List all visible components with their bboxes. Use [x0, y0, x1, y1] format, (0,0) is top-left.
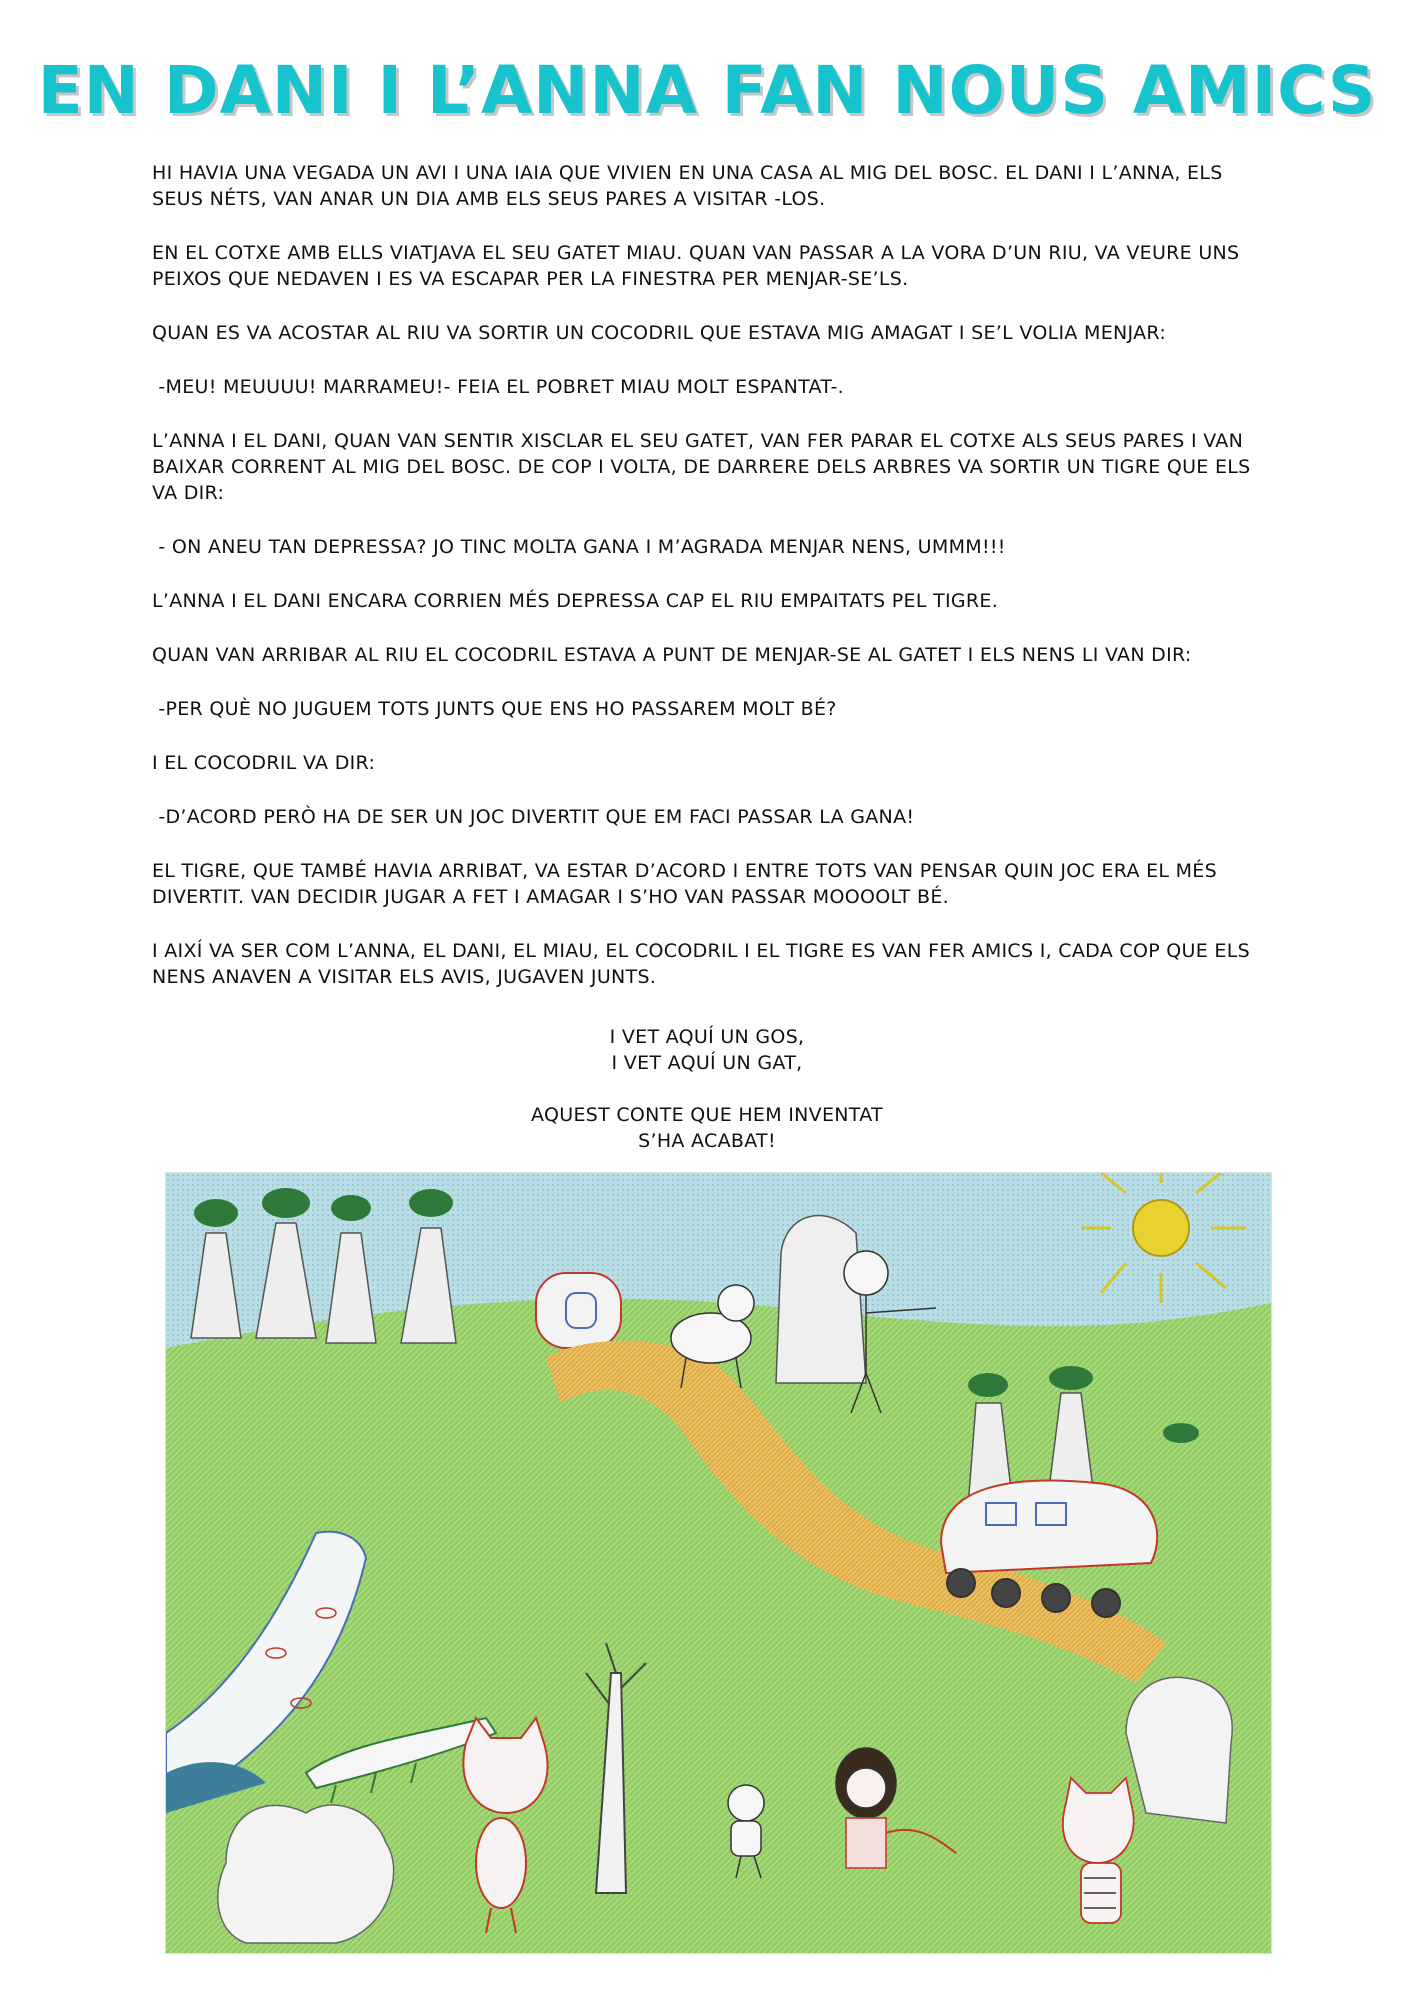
- story-paragraph: -MEU! MEUUUU! MARRAMEU!- FEIA EL POBRET MIAU MOLT ESPANTAT-.: [152, 376, 845, 398]
- ending-line: I VET AQUÍ UN GAT,: [611, 1052, 803, 1074]
- ending-verse-1: [0, 1024, 1414, 1076]
- page-title: EN DANI I L’ANNA FAN NOUS AMICS: [37, 52, 1377, 129]
- caravan-house: [536, 1273, 621, 1348]
- story-paragraph: EL TIGRE, QUE TAMBÉ HAVIA ARRIBAT, VA ESTAR D’ACORD I ENTRE TOTS VAN PENSAR QUIN JOC ERA EL MÉS DIVERTIT. VAN DECIDIR JUGAR A FET I AMAGAR I S’HO VAN PASSAR MOOOOLT BÉ.: [152, 860, 1224, 908]
- ending-line: I VET AQUÍ UN GOS,: [609, 1026, 805, 1048]
- child-drawing: [165, 1172, 1272, 1954]
- story-paragraph: I EL COCODRIL VA DIR:: [152, 752, 376, 774]
- story-ending: [0, 1024, 1414, 1180]
- ending-verse-2: [0, 1102, 1414, 1154]
- story-paragraph: L’ANNA I EL DANI, QUAN VAN SENTIR XISCLAR EL SEU GATET, VAN FER PARAR EL COTXE ALS SEUS PARES I VAN BAIXAR CORRENT AL MIG DEL BOSC. DE COP I VOLTA, DE DARRERE DELS ARBRES VA SORTIR UN TIGRE QUE ELS VA DIR:: [152, 430, 1257, 504]
- story-paragraph: QUAN ES VA ACOSTAR AL RIU VA SORTIR UN COCODRIL QUE ESTAVA MIG AMAGAT I SE’L VOLIA MENJAR:: [152, 322, 1167, 344]
- big-tree: [776, 1216, 866, 1383]
- ending-line: AQUEST CONTE QUE HEM INVENTAT: [531, 1104, 883, 1126]
- story-paragraph: HI HAVIA UNA VEGADA UN AVI I UNA IAIA QUE VIVIEN EN UNA CASA AL MIG DEL BOSC. EL DANI I L’ANNA, ELS SEUS NÉTS, VAN ANAR UN DIA AMB ELS SEUS PARES A VISITAR -LOS.: [152, 162, 1229, 210]
- story-paragraph: I AIXÍ VA SER COM L’ANNA, EL DANI, EL MIAU, EL COCODRIL I EL TIGRE ES VAN FER AMICS I, CADA COP QUE ELS NENS ANAVEN A VISITAR ELS AVIS, JUGAVEN JUNTS.: [152, 940, 1257, 988]
- story-paragraph: L’ANNA I EL DANI ENCARA CORRIEN MÉS DEPRESSA CAP EL RIU EMPAITATS PEL TIGRE.: [152, 590, 999, 612]
- story-paragraph: QUAN VAN ARRIBAR AL RIU EL COCODRIL ESTAVA A PUNT DE MENJAR-SE AL GATET I ELS NENS LI VAN DIR:: [152, 644, 1192, 666]
- white-bush: [218, 1805, 394, 1943]
- story-paragraph: EN EL COTXE AMB ELLS VIATJAVA EL SEU GATET MIAU. QUAN VAN PASSAR A LA VORA D’UN RIU, VA VEURE UNS PEIXOS QUE NEDAVEN I ES VA ESCAPAR PER LA FINESTRA PER MENJAR-SE’LS.: [152, 242, 1246, 290]
- story-paragraph: -D’ACORD PERÒ HA DE SER UN JOC DIVERTIT QUE EM FACI PASSAR LA GANA!: [152, 806, 915, 828]
- ending-line: S’HA ACABAT!: [638, 1130, 776, 1152]
- story-text: [152, 160, 1272, 1018]
- story-paragraph: - ON ANEU TAN DEPRESSA? JO TINC MOLTA GANA I M’AGRADA MENJAR NENS, UMMM!!!: [152, 536, 1006, 558]
- story-paragraph: -PER QUÈ NO JUGUEM TOTS JUNTS QUE ENS HO PASSAREM MOLT BÉ?: [152, 698, 837, 720]
